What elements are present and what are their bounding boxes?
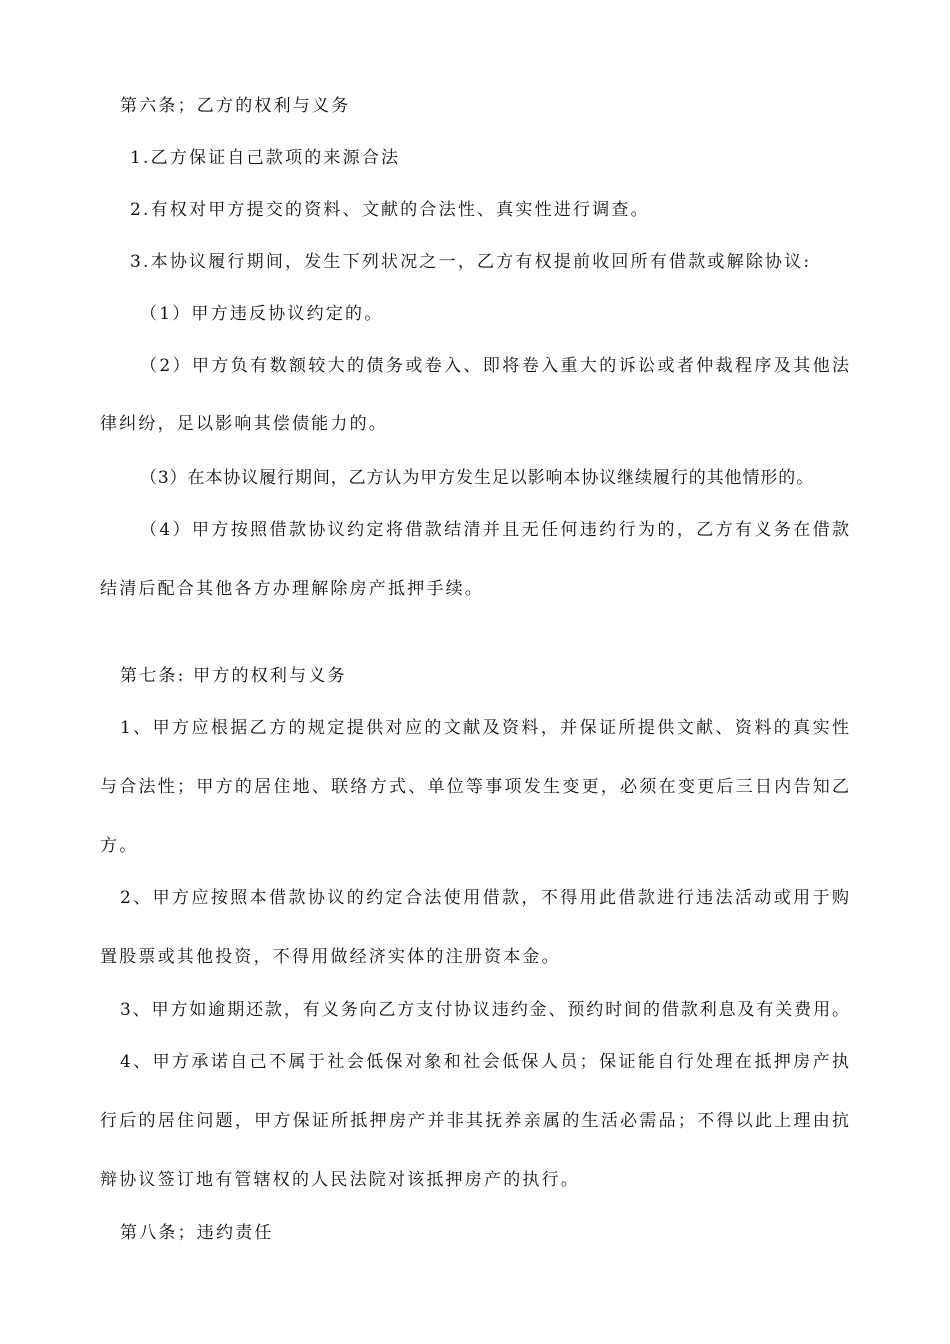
section-7-item-3: 3、甲方如逾期还款，有义务向乙方支付协议违约金、预约时间的借款利息及有关费用。	[120, 1000, 849, 1020]
section-6-sub-2-line-1: （2）甲方负有数额较大的债务或卷入、即将卷入重大的诉讼或者仲裁程序及其他法	[140, 356, 849, 376]
section-7-title: 第七条: 甲方的权利与义务	[120, 666, 347, 686]
section-6-sub-1: （1）甲方违反协议约定的。	[140, 304, 384, 324]
section-6-item-1: 1.乙方保证自己款项的来源合法	[130, 148, 401, 168]
section-6-item-2: 2.有权对甲方提交的资料、文献的合法性、真实性进行调查。	[130, 200, 650, 220]
section-6-title: 第六条；乙方的权利与义务	[120, 96, 351, 116]
section-6-sub-3: （3）在本协议履行期间，乙方认为甲方发生足以影响本协议继续履行的其他情形的。	[140, 468, 815, 488]
section-6-sub-2-line-2: 律纠纷，足以影响其偿债能力的。	[100, 414, 388, 434]
section-7-item-2-line-1: 2、甲方应按照本借款协议的约定合法使用借款，不得用此借款进行违法活动或用于购	[120, 888, 849, 908]
section-7-item-4-line-3: 辩协议签订地有管辖权的人民法院对该抵押房产的执行。	[100, 1170, 580, 1190]
section-7-item-1-line-3: 方。	[100, 836, 139, 856]
section-6-sub-4-line-2: 结清后配合其他各方办理解除房产抵押手续。	[100, 579, 484, 599]
section-8-title: 第八条；违约责任	[120, 1223, 274, 1243]
section-6-item-3: 3.本协议履行期间，发生下列状况之一，乙方有权提前收回所有借款或解除协议:	[130, 252, 812, 272]
section-7-item-2-line-2: 置股票或其他投资，不得用做经济实体的注册资本金。	[100, 947, 561, 967]
section-7-item-4-line-1: 4、甲方承诺自己不属于社会低保对象和社会低保人员；保证能自行处理在抵押房产执	[120, 1052, 849, 1072]
section-7-item-1-line-2: 与合法性；甲方的居住地、联络方式、单位等事项发生变更，必须在变更后三日内告知乙	[100, 777, 849, 797]
section-7-item-1-line-1: 1、甲方应根据乙方的规定提供对应的文献及资料，并保证所提供文献、资料的真实性	[120, 718, 849, 738]
section-7-item-4-line-2: 行后的居住问题，甲方保证所抵押房产并非其抚养亲属的生活必需品；不得以此上理由抗	[100, 1111, 849, 1131]
section-6-sub-4-line-1: （4）甲方按照借款协议约定将借款结清并且无任何违约行为的，乙方有义务在借款	[140, 520, 849, 540]
